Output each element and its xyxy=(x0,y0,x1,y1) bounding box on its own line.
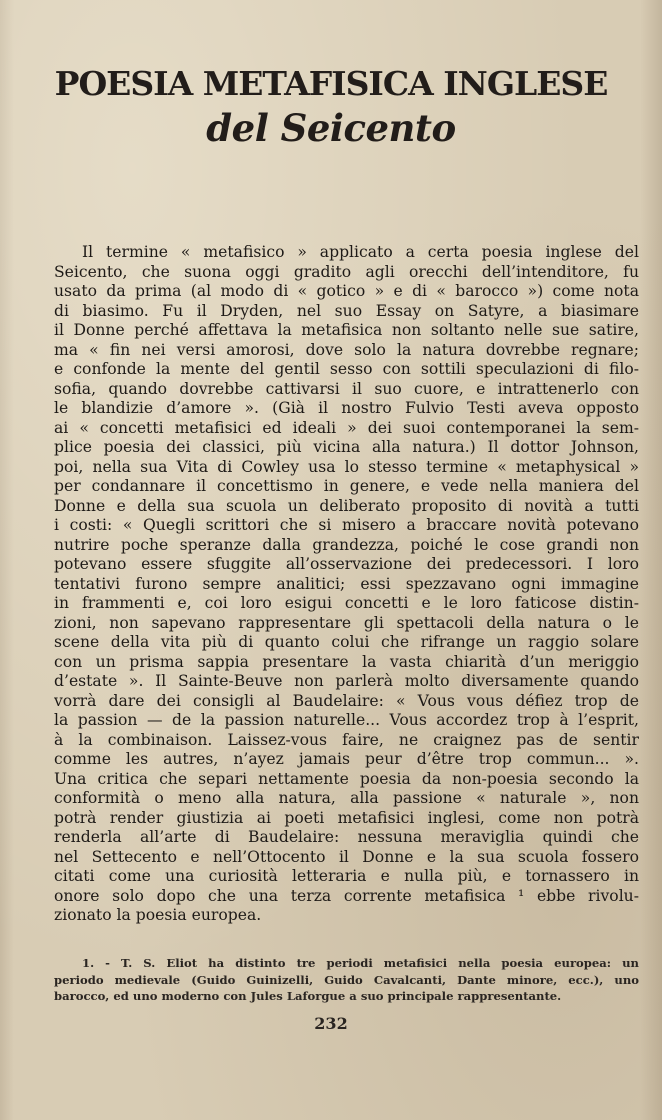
text-line: in frammenti e, coi loro esigui concetti e le loro faticose distin- xyxy=(54,594,639,612)
text-line: citati come una curiosità letteraria e nulla più, e tornassero in xyxy=(54,867,639,885)
text-line: con un prisma sappia presentare la vasta chiarità d’un meriggio xyxy=(54,652,639,671)
footnote-line: barocco, ed uno moderno con Jules Laforgue a suo principale rappresentante. xyxy=(54,989,562,1003)
footnote xyxy=(54,955,639,1005)
text-line: potrà render giustizia ai poeti metafisici inglesi, come non potrà xyxy=(54,808,639,827)
text-line: poi, nella sua Vita di Cowley usa lo stesso termine « metaphysical » xyxy=(54,457,639,476)
text-line: zioni, non sapevano rappresentare gli spettacoli della natura o le xyxy=(54,613,639,632)
text-line: plice poesia dei classici, più vicina alla natura.) Il dottor Johnson, xyxy=(54,438,639,456)
page-title: POESIA METAFISICA INGLESE xyxy=(54,64,608,103)
text-line: sofia, quando dovrebbe cattivarsi il suo cuore, e intrattenerlo con xyxy=(54,379,639,398)
text-line: nutrire poche speranze dalla grandezza, poiché le cose grandi non xyxy=(54,535,639,554)
body-paragraph xyxy=(54,243,639,926)
text-line: d’estate ». Il Sainte-Beuve non parlerà molto diversamente quando xyxy=(54,672,639,690)
footnote-line: periodo medievale (Guido Guinizelli, Guido Cavalcanti, Dante minore, ecc.), uno xyxy=(54,972,639,987)
text-line: comme les autres, n’ayez jamais peur d’être trop commun... ». xyxy=(54,750,639,768)
text-line: vorrà dare dei consigli al Baudelaire: « Vous vous défiez trop de xyxy=(54,691,639,710)
text-line: per condannare il concettismo in genere, e vede nella maniera del xyxy=(54,477,639,495)
text-line: Donne e della sua scuola un deliberato proposito di novità a tutti xyxy=(54,496,639,515)
text-line: nel Settecento e nell’Ottocento il Donne e la sua scuola fossero xyxy=(54,847,639,866)
text-line: i costi: « Quegli scrittori che si misero a braccare novità potevano xyxy=(54,516,639,534)
text-line: renderla all’arte di Baudelaire: nessuna meraviglia quindi che xyxy=(54,828,639,846)
text-line: conformità o meno alla natura, alla passione « naturale », non xyxy=(54,789,639,807)
text-line: le blandizie d’amore ». (Già il nostro Fulvio Testi aveva opposto xyxy=(54,399,639,417)
text-line: zionato la poesia europea. xyxy=(54,906,262,924)
text-line: scene della vita più di quanto colui che rifrange un raggio solare xyxy=(54,633,639,651)
text-line: potevano essere sfuggite all’osservazione dei predecessori. I loro xyxy=(54,555,639,573)
text-line: onore solo dopo che una terza corrente metafisica ¹ ebbe rivolu- xyxy=(54,886,639,905)
text-line: usato da prima (al modo di « gotico » e di « barocco ») come nota xyxy=(54,282,639,300)
text-line: di biasimo. Fu il Dryden, nel suo Essay on Satyre, a biasimare xyxy=(54,301,639,320)
footnote-line: 1. - T. S. Eliot ha distinto tre periodi metafisici nella poesia europea: un xyxy=(82,956,639,970)
text-line: ai « concetti metafisici ed ideali » dei suoi contemporanei la sem- xyxy=(54,418,639,437)
text-line: Una critica che separi nettamente poesia da non-poesia secondo la xyxy=(54,769,639,788)
text-line: Seicento, che suona oggi gradito agli orecchi dell’intenditore, fu xyxy=(54,262,639,281)
text-line: e confonde la mente del gentil sesso con sottili speculazioni di filo- xyxy=(54,360,639,378)
text-line: ma « fin nei versi amorosi, dove solo la natura dovrebbe regnare; xyxy=(54,340,639,359)
text-line: la passion — de la passion naturelle... Vous accordez trop à l’esprit, xyxy=(54,711,639,729)
text-line: Il termine « metafisico » applicato a certa poesia inglese del xyxy=(82,243,639,261)
page-number: 232 xyxy=(314,1014,348,1033)
text-line: à la combinaison. Laissez-vous faire, ne craignez pas de sentir xyxy=(54,730,639,749)
text-line: il Donne perché affettava la metafisica non soltanto nelle sue satire, xyxy=(54,321,639,339)
page-subtitle: del Seicento xyxy=(206,106,456,150)
text-line: tentativi furono sempre analitici; essi spezzavano ogni immagine xyxy=(54,574,639,593)
